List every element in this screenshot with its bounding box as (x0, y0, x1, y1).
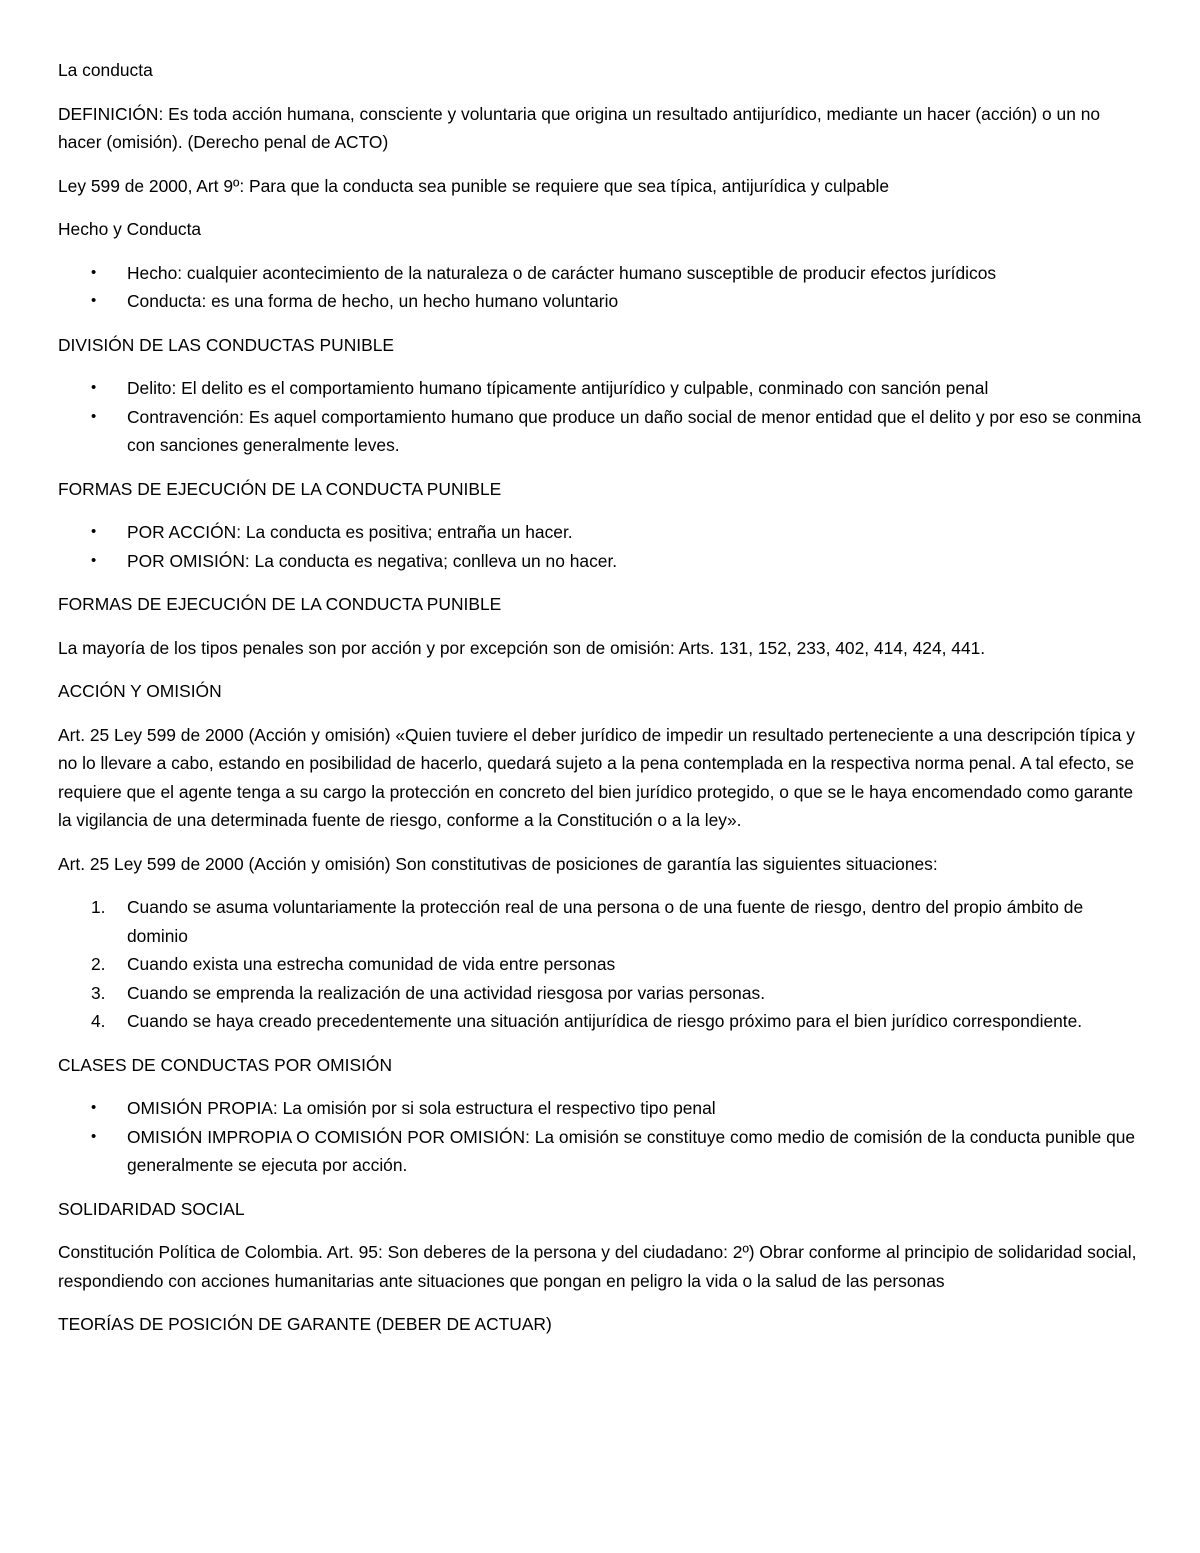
teorias-heading: TEORÍAS DE POSICIÓN DE GARANTE (DEBER DE ACTUAR) (58, 1314, 552, 1334)
list-item-text: POR ACCIÓN: La conducta es positiva; entraña un hacer. (127, 522, 573, 542)
bullet-icon: • (91, 407, 97, 425)
list-item (91, 287, 1148, 316)
list-number: 3. (91, 982, 106, 1003)
list-item (91, 547, 1148, 576)
list-item (91, 1123, 1148, 1180)
list-item-text: Cuando se haya creado precedentemente una situación antijurídica de riesgo próximo para el bien jurídico correspondiente. (127, 1011, 1083, 1031)
hecho-list (58, 259, 1148, 316)
bullet-icon: • (91, 379, 97, 396)
list-item (91, 374, 1148, 403)
ley-art9-paragraph: Ley 599 de 2000, Art 9º: Para que la conducta sea punible se requiere que sea típica, antijurídica y culpable (58, 175, 890, 196)
list-item-text: OMISIÓN IMPROPIA O COMISIÓN POR OMISIÓN: La omisión se constituye como medio de comisión de la conducta punible que generalmente se ejecuta por acción. (127, 1126, 1136, 1175)
list-item (91, 259, 1148, 288)
bullet-icon: • (91, 263, 97, 281)
hecho-heading: Hecho y Conducta (58, 219, 202, 239)
bullet-icon: • (91, 523, 97, 540)
list-item (91, 979, 1148, 1008)
formas-heading: FORMAS DE EJECUCIÓN DE LA CONDUCTA PUNIBLE (58, 478, 502, 499)
division-heading: DIVISIÓN DE LAS CONDUCTAS PUNIBLE (58, 334, 394, 355)
list-item (91, 403, 1148, 460)
definition-paragraph: DEFINICIÓN: Es toda acción humana, consciente y voluntaria que origina un resultado antijurídico, mediante un hacer (acción) o un no hacer (omisión). (Derecho penal de ACTO) (58, 103, 1101, 152)
list-item-text: Hecho: cualquier acontecimiento de la naturaleza o de carácter humano susceptible de producir efectos jurídicos (127, 262, 997, 283)
solidaridad-heading: SOLIDARIDAD SOCIAL (58, 1198, 245, 1219)
formas-list (58, 518, 1148, 575)
list-item (91, 518, 1148, 547)
mayoria-paragraph: La mayoría de los tipos penales son por acción y por excepción son de omisión: Arts. 131, 152, 233, 402, 414, 424, 441. (58, 637, 986, 658)
document-title: La conducta (58, 60, 153, 80)
list-item-text: Cuando se asuma voluntariamente la protección real de una persona o de una fuente de riesgo, dentro del propio ámbito de dominio (127, 897, 1084, 946)
list-number: 4. (91, 1011, 106, 1031)
bullet-icon: • (91, 1099, 97, 1116)
clases-heading: CLASES DE CONDUCTAS POR OMISIÓN (58, 1054, 393, 1075)
list-item-text: Cuando exista una estrecha comunidad de vida entre personas (127, 954, 616, 974)
list-item (91, 1007, 1148, 1036)
list-item (91, 893, 1148, 950)
list-item-text: POR OMISIÓN: La conducta es negativa; conlleva un no hacer. (127, 550, 618, 571)
list-number: 1. (91, 897, 106, 917)
garantia-list (58, 893, 1148, 1036)
bullet-icon: • (91, 551, 97, 569)
accion-omision-heading: ACCIÓN Y OMISIÓN (58, 681, 222, 701)
list-item-text: OMISIÓN PROPIA: La omisión por si sola estructura el respectivo tipo penal (127, 1098, 716, 1118)
formas-heading-repeat: FORMAS DE EJECUCIÓN DE LA CONDUCTA PUNIBLE (58, 594, 502, 614)
bullet-icon: • (91, 1127, 97, 1145)
division-list (58, 374, 1148, 460)
list-item (91, 1094, 1148, 1123)
list-item-text: Conducta: es una forma de hecho, un hecho humano voluntario (127, 291, 619, 311)
list-item-text: Cuando se emprenda la realización de una actividad riesgosa por varias personas. (127, 982, 766, 1003)
constitucion-paragraph: Constitución Política de Colombia. Art. 95: Son deberes de la persona y del ciudadano: 2º) Obrar conforme al principio de solidaridad social, respondiendo con acciones humanitarias ante situaciones que pongan en peligro la vida o la salud de las personas (58, 1242, 1137, 1291)
art25-quote-paragraph: Art. 25 Ley 599 de 2000 (Acción y omisión) «Quien tuviere el deber jurídico de impedir un resultado perteneciente a una descripción típica y no lo llevare a cabo, estando en posibilidad de hacerlo, quedará sujeto a la pena contemplada en la respectiva norma penal. A tal efecto, se requiere que el agente tenga a su cargo la protección en concreto del bien jurídico protegido, o que se le haya encomendado como garante la vigilancia de una determinada fuente de riesgo, conforme a la Constitución o a la ley». (58, 724, 1135, 830)
document-page (58, 56, 1148, 1354)
list-number: 2. (91, 954, 106, 974)
bullet-icon: • (91, 292, 97, 309)
art25-intro-paragraph: Art. 25 Ley 599 de 2000 (Acción y omisión) Son constitutivas de posiciones de garantía las siguientes situaciones: (58, 853, 938, 874)
list-item-text: Delito: El delito es el comportamiento humano típicamente antijurídico y culpable, conminado con sanción penal (127, 378, 989, 398)
list-item-text: Contravención: Es aquel comportamiento humano que produce un daño social de menor entidad que el delito y por eso se conmina con sanciones generalmente leves. (127, 406, 1142, 455)
clases-list (58, 1094, 1148, 1180)
list-item (91, 950, 1148, 979)
